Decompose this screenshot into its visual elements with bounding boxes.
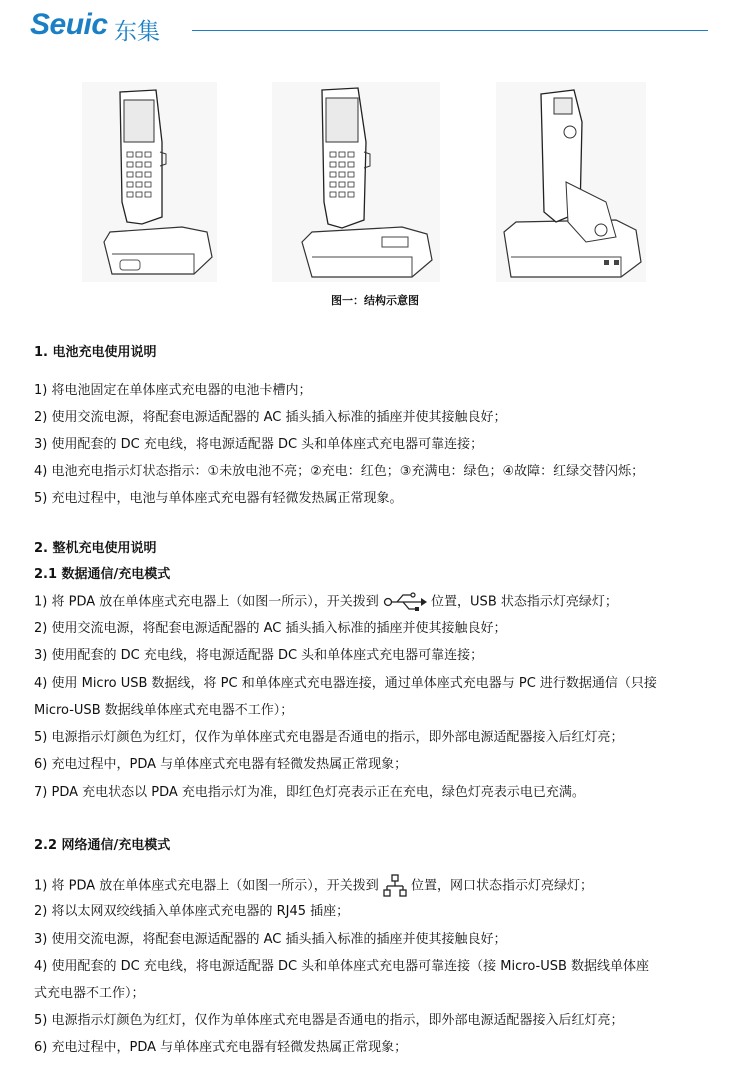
header-divider	[192, 30, 708, 31]
section-2-title: 2. 整机充电使用说明	[34, 541, 157, 556]
list-item: Micro-USB 数据线单体座式充电器不工作）；	[34, 703, 294, 718]
section-2-1-title: 2.1 数据通信/充电模式	[34, 567, 171, 582]
figure-pda-front-side	[272, 82, 440, 282]
pda-front-illustration	[82, 82, 217, 282]
figure-pda-back	[496, 82, 646, 282]
list-item: 3) 使用配套的 DC 充电线，将电源适配器 DC 头和单体座式充电器可靠连接；	[34, 437, 484, 452]
pda-back-illustration	[496, 82, 646, 282]
list-item: 式充电器不工作）；	[34, 986, 145, 1001]
list-item: 2) 将以太网双绞线插入单体座式充电器的 RJ45 插座；	[34, 904, 350, 919]
list-item: 7) PDA 充电状态以 PDA 充电指示灯为准，即红色灯亮表示正在充电，绿色灯亮表示电已充满。	[34, 785, 585, 800]
list-item-text: 位置，USB 状态指示灯亮绿灯；	[431, 594, 618, 610]
list-item: 4) 使用 Micro USB 数据线，将 PC 和单体座式充电器连接，通过单体座式充电器与 PC 进行数据通信（只接	[34, 676, 657, 691]
seuic-logo-cn: 东集	[114, 19, 160, 45]
list-item: 4) 电池充电指示灯状态指示：①未放电池不亮；②充电：红色；③充满电：绿色；④故障：红绿交替闪烁；	[34, 464, 645, 479]
list-item: 5) 电源指示灯颜色为红灯，仅作为单体座式充电器是否通电的指示，即外部电源适配器接入后红灯亮；	[34, 730, 624, 745]
list-item: 3) 使用配套的 DC 充电线，将电源适配器 DC 头和单体座式充电器可靠连接；	[34, 648, 484, 663]
list-item: 4) 使用配套的 DC 充电线，将电源适配器 DC 头和单体座式充电器可靠连接（接 Micro-USB 数据线单体座	[34, 959, 650, 974]
pda-front-side-illustration	[272, 82, 440, 282]
figure-pda-front	[82, 82, 217, 282]
list-item	[34, 874, 593, 898]
list-item-text: 位置，网口状态指示灯亮绿灯；	[411, 878, 594, 894]
list-item-text: 1) 将 PDA 放在单体座式充电器上（如图一所示），开关拨到	[34, 878, 379, 894]
list-item: 2) 使用交流电源，将配套电源适配器的 AC 插头插入标准的插座并使其接触良好；	[34, 410, 507, 425]
network-icon	[383, 874, 407, 898]
list-item	[34, 592, 618, 612]
list-item: 5) 电源指示灯颜色为红灯，仅作为单体座式充电器是否通电的指示，即外部电源适配器接入后红灯亮；	[34, 1013, 624, 1028]
list-item-text: 1) 将 PDA 放在单体座式充电器上（如图一所示），开关拨到	[34, 594, 379, 610]
usb-icon	[383, 592, 427, 612]
list-item: 6) 充电过程中，PDA 与单体座式充电器有轻微发热属正常现象；	[34, 1040, 408, 1055]
section-2-2-title: 2.2 网络通信/充电模式	[34, 838, 171, 853]
list-item: 5) 充电过程中，电池与单体座式充电器有轻微发热属正常现象。	[34, 491, 403, 506]
section-1-title: 1. 电池充电使用说明	[34, 345, 157, 360]
list-item: 1) 将电池固定在单体座式充电器的电池卡槽内；	[34, 383, 312, 398]
list-item: 3) 使用交流电源，将配套电源适配器的 AC 插头插入标准的插座并使其接触良好；	[34, 932, 507, 947]
list-item: 6) 充电过程中，PDA 与单体座式充电器有轻微发热属正常现象；	[34, 757, 408, 772]
list-item: 2) 使用交流电源，将配套电源适配器的 AC 插头插入标准的插座并使其接触良好；	[34, 621, 507, 636]
figure-caption: 图一：结构示意图	[331, 294, 419, 307]
seuic-logo: Seuic	[30, 8, 108, 41]
page-header	[0, 0, 750, 50]
